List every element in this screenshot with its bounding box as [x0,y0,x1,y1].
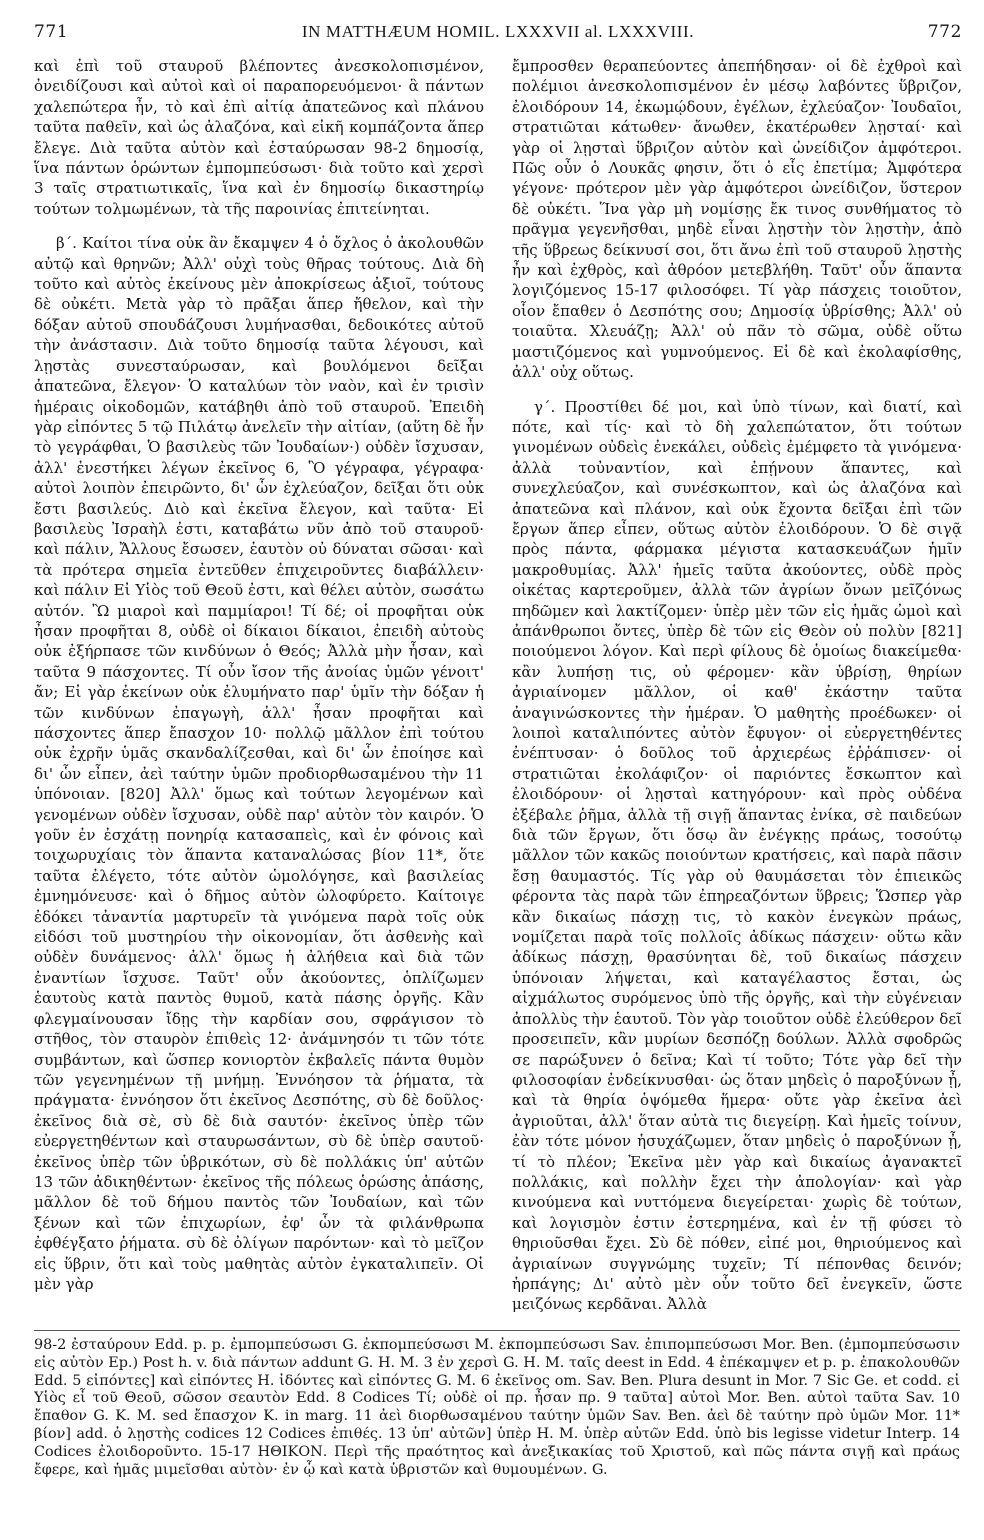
page-number-right: 772 [927,22,962,42]
paragraph: καὶ ἐπὶ τοῦ σταυροῦ βλέποντες ἀνεσκολοπισμένον, ὀνειδίζουσι καὶ αὐτοὶ καὶ οἱ παραπορευόμενοι· ἃ πάντων χαλεπώτερα ἦν, τὸ καὶ ἐπὶ αἰτίᾳ ἀπατεῶνος καὶ πλάνου ταῦτα παθεῖν, καὶ ὡς ἀλαζόνα, καὶ εἰκῆ κομπάζοντα ἅπερ ἔλεγε. Διὰ ταῦτα αὐτὸν καὶ ἐσταύρωσαν 98-2 δημοσίᾳ, ἵνα πάντων ὁρώντων ἐμπομπεύσωσι· διὰ τοῦτο καὶ χερσὶ 3 ταῖς στρατιωτικαῖς, ἵνα καὶ ἐν δημοσίῳ δικαστηρίῳ τούτων τολμωμένων, τὰ τῆς παροινίας ἐπιτείνηται. [34,57,484,218]
paragraph: β΄. Καίτοι τίνα οὐκ ἂν ἔκαμψεν 4 ὁ ὄχλος ὁ ἀκολουθῶν αὐτῷ καὶ θρηνῶν; Ἀλλ' οὐχὶ τοὺς θῆρας τούτους. Διὰ δὴ τοῦτο καὶ αὐτὸς ἐκείνους μὲν ἀποκρίσεως ἀξιοῖ, τούτους δὲ οὐκέτι. Μετὰ γὰρ τὸ πρᾶξαι ἅπερ ἤθελον, καὶ τὴν δόξαν αὐτοῦ σπουδάζουσι λυμήνασθαι, δεδοικότες αὐτοῦ τὴν ἀνάστασιν. Διὰ τοῦτο δημοσίᾳ ταῦτα λέγουσι, καὶ λῃστὰς συνεσταύρωσαν, καὶ βουλόμενοι δεῖξαι ἀπατεῶνα, ἔλεγον· Ὁ καταλύων τὸν ναὸν, καὶ ἐν τρισὶν ἡμέραις οἰκοδομῶν, κατάβηθι ἀπὸ τοῦ σταυροῦ. Ἐπειδὴ γὰρ εἰπόντες 5 τῷ Πιλάτῳ ἀνελεῖν τὴν αἰτίαν, (αὕτη δὲ ἦν τὸ γεγράφθαι, Ὁ βασιλεὺς τῶν Ἰουδαίων·) οὐδὲν ἴσχυσαν, ἀλλ' ἐνεστήκει λέγων ἐκεῖνος 6, Ὃ γέγραφα, γέγραφα· αὐτοὶ λοιπὸν ἐπειρῶντο, δι' ὧν ἐχλεύαζον, δεῖξαι ὅτι οὐκ ἔστι βασιλεύς. Διὸ καὶ ἐκεῖνα ἔλεγον, καὶ ταῦτα· Εἰ βασιλεὺς Ἰσραὴλ ἐστι, καταβάτω νῦν ἀπὸ τοῦ σταυροῦ· καὶ πάλιν, Ἄλλους ἔσωσεν, ἑαυτὸν οὐ δύναται σῶσαι· καὶ τὰ πρότερα σημεῖα ἐντεῦθεν ἐπιχειροῦντες διαβάλλειν· καὶ πάλιν Εἰ Υἱὸς τοῦ Θεοῦ ἐστι, καὶ θέλει αὐτὸν, σωσάτω αὐτόν. Ὢ μιαροὶ καὶ παμμίαροι! Τί δέ; οἱ προφῆται οὐκ ἦσαν προφῆται 8, οὐδὲ οἱ δίκαιοι δίκαιοι, ἐπειδὴ αὐτοὺς οὐκ ἐξήρπασε τῶν κινδύνων ὁ Θεός; Ἀλλὰ μὴν ἦσαν, καὶ ταῦτα 9 πάσχοντες. Τί οὖν ἴσον τῆς ἀνοίας ὑμῶν γένοιτ' ἄν; Εἰ γὰρ ἐκείνων οὐκ ἐλυμήνατο παρ' ὑμῖν τὴν δόξαν ἡ τῶν κινδύνων ἐπαγωγὴ, ἀλλ' ἦσαν προφῆται καὶ πάσχοντες ἅπερ ἔπασχον 10· πολλῷ μᾶλλον ἐπὶ τούτου οὐκ ἐχρῆν ὑμᾶς σκανδαλίζεσθαι, καὶ δι' ὧν ἐποίησε καὶ δι' ὧν εἶπεν, ἀεὶ ταύτην ὑμῶν προδιορθωσαμένου τὴν 11 ὑπόνοιαν. [820] Ἀλλ' ὅμως καὶ τούτων λεγομένων καὶ γενομένων οὐδὲν ἴσχυσαν, οὐδὲ παρ' αὐτὸν τὸν καιρόν. Ὁ γοῦν ἐν ἐσχάτῃ πονηρίᾳ κατασαπεὶς, καὶ ἐν φόνοις καὶ τοιχωρυχίαις τὸν ἅπαντα καταναλώσας βίον 11*, ὅτε ταῦτα ἐλέγετο, τότε αὐτὸν ὡμολόγησε, καὶ βασιλείας ἐμνημόνευσε· καὶ ὁ δῆμος αὐτὸν ὠλοφύρετο. Καίτοιγε ἐδόκει τἀναντία μαρτυρεῖν τὰ γινόμενα παρὰ τοῖς οὐκ εἰδόσι τοῦ μυστηρίου τὴν οἰκονομίαν, ὅτι ἀσθενὴς καὶ οὐδὲν δυνάμενος· ἀλλ' ὅμως ἡ ἀλήθεια καὶ διὰ τῶν ἐναντίων ἴσχυσε. Ταῦτ' οὖν ἀκούοντες, ὁπλίζωμεν ἑαυτοὺς κατὰ παντὸς θυμοῦ, κατὰ πάσης ὀργῆς. Κἂν φλεγμαίνουσαν ἴδῃς τὴν καρδίαν σου, σφράγισον τὸ στῆθος, τὸν σταυρὸν ἐπιθεὶς 12· ἀνάμνησόν τι τῶν τότε συμβάντων, καὶ ὥσπερ κονιορτὸν ἐκβαλεῖς πάντα θυμὸν τῶν γεγενημένων τῇ μνήμῃ. Ἐννόησον τὰ ῥήματα, τὰ πράγματα· ἐννόησον ὅτι ἐκεῖνος Δεσπότης, σὺ δὲ δοῦλος· ἐκεῖνος διὰ σὲ, σὺ δὲ διὰ σαυτόν· ἐκεῖνος ὑπὲρ τῶν εὐεργετηθέντων καὶ σταυρωσάντων, σὺ δὲ ὑπὲρ σαυτοῦ· ἐκεῖνος ὑπὲρ τῶν ὑβρικότων, σὺ δὲ πολλάκις ὑπ' αὐτῶν 13 τῶν ἀδικηθέντων· ἐκεῖνος τῆς πόλεως ὁρώσης ἁπάσης, μᾶλλον δὲ τοῦ δήμου παντὸς τῶν Ἰουδαίων, καὶ τῶν ξένων καὶ τῶν ἐπιχωρίων, ἐφ' ὧν τὰ φιλάνθρωπα ἐφθέγξατο ῥήματα. σὺ δὲ ὀλίγων παρόντων· καὶ τὸ μεῖζον εἰς ὕβριν, ὅτι καὶ τοὺς μαθητὰς αὐτὸν ἐγκαταλιπεῖν. Οἱ μὲν γὰρ [34,234,484,1293]
right-column [512,56,962,1324]
left-column [34,56,484,1324]
running-title: IN MATTHÆUM HOMIL. LXXXVII al. LXXXVIII. [301,22,695,41]
footnote-separator [34,1330,960,1331]
text-columns [34,56,962,1324]
page-number-left: 771 [34,22,69,42]
running-header [34,22,962,56]
footnotes: 98-2 ἐσταύρουν Edd. p. p. ἐμπομπεύσωσι G. ἐκπομπεύσωσι M. ἐκπομπεύσωσι Sav. ἐπιπομπεύσωσι Mor. Ben. (ἐμπομπεύσωσιν εἰς αὐτὸν Ep.) Post h. v. διὰ πάντων addunt G. H. M. 3 ἐν χερσὶ G. H. M. ταῖς deest in Edd. 4 ἐπέκαμψεν et p. p. ἐπακολουθῶν Edd. 5 εἰπόντες] καὶ εἰπόντες H. ἰδόντες καὶ εἰπόντες G. M. 6 ἐκεῖνος om. Sav. Ben. Plura desunt in Mor. 7 Sic Ge. et codd. εἰ Υἱὸς εἶ τοῦ Θεοῦ, σῶσον σεαυτὸν Edd. 8 Codices Τί; οὐδὲ οἱ πρ. ἦσαν πρ. 9 ταῦτα] αὐτοὶ Mor. Ben. αὐτοὶ ταῦτα Sav. 10 ἔπαθον G. K. M. sed ἔπασχον K. in marg. 11 ἀεὶ διορθωσαμένου ταύτην ὑμῶν Sav. Ben. ἀεὶ δὲ ταύτην πρὸ ὑμῶν Mor. 11* βίον] add. ὁ λῃστὴς codices 12 Codices ἐπιθές. 13 ὑπ' αὐτῶν] ὑπὲρ H. M. ὑπὲρ αὐτῶν Edd. ὑπὸ bis legisse videtur Interp. 14 Codices ἐλοιδοροῦντο. 15-17 ΗΘΙΚΟΝ. Περὶ τῆς πραότητος καὶ ἀνεξικακίας τοῦ Χριστοῦ, καὶ πῶς πάντα σιγῇ καὶ πράως ἔφερε, καὶ ἡμᾶς μιμεῖσθαι αὐτὸν· ἐν ᾧ καὶ κατὰ ὑβριστῶν καὶ θυμουμένων. G. [34,1337,960,1478]
paragraph: ἔμπροσθεν θεραπεύοντες ἀπεπήδησαν· οἱ δὲ ἐχθροὶ καὶ πολέμιοι ἀνεσκολοπισμένον ἐν μέσῳ λαβόντες ὕβριζον, ἐλοιδόρουν 14, ἐκωμῴδουν, ἐγέλων, ἐχλεύαζον· Ἰουδαῖοι, στρατιῶται κάτωθεν· ἄνωθεν, ἑκατέρωθεν λῃσταί· καὶ γὰρ οἱ λῃσταὶ ὕβριζον αὐτὸν καὶ ὠνείδιζον ἀμφότεροι. Πῶς οὖν ὁ Λουκᾶς φησιν, ὅτι ὁ εἷς ἐπετίμα; Ἀμφότερα γέγονε· πρότερον μὲν γὰρ ἀμφότεροι ὠνείδιζον, ὕστερον δὲ οὐκέτι. Ἵνα γὰρ μὴ νομίσῃς ἔκ τινος συνθήματος τὸ πρᾶγμα γεγενῆσθαι, μηδὲ εἶναι λῃστὴν τὸν λῃστὴν, ἀπὸ τῆς ὕβρεως δείκνυσί σοι, ὅτι ἄνω ἐπὶ τοῦ σταυροῦ λῃστὴς ἦν καὶ ἐχθρὸς, καὶ ἀθρόον μετεβλήθη. Ταῦτ' οὖν ἅπαντα λογιζόμενος 15-17 φιλοσόφει. Τί γὰρ πάσχεις τοιοῦτον, οἷον ἔπαθεν ὁ Δεσπότης σου; Δημοσίᾳ ὑβρίσθης; Ἀλλ' οὐ τοιαῦτα. Χλευάζῃ; Ἀλλ' οὐ πᾶν τὸ σῶμα, οὐδὲ οὕτω μαστιζόμενος καὶ γυμνούμενος. Εἰ δὲ καὶ ἐκολαφίσθης, ἀλλ' οὐχ οὕτως. [512,57,962,382]
paragraph: γ΄. Προστίθει δέ μοι, καὶ ὑπὸ τίνων, καὶ διατί, καὶ πότε, καὶ τίς· καὶ τὸ δὴ χαλεπώτατον, ὅτι τούτων γινομένων οὐδεὶς ἐνεκάλει, οὐδεὶς ἐμέμφετο τὰ γινόμενα· ἀλλὰ τοὐναντίον, καὶ ἐπῄνουν ἅπαντες, καὶ συνεχλεύαζον, καὶ συνέσκωπτον, καὶ ὡς ἀλαζόνα καὶ ἀπατεῶνα καὶ πλάνον, καὶ οὐκ ἔχοντα δεῖξαι ἐπὶ τῶν ἔργων ἅπερ εἶπεν, οὕτως αὐτὸν ἐλοιδόρουν. Ὁ δὲ σιγᾷ πρὸς πάντα, φάρμακα μέγιστα κατασκευάζων ἡμῖν μακροθυμίας. Ἀλλ' ἡμεῖς ταῦτα ἀκούοντες, οὐδὲ πρὸς οἰκέτας καρτεροῦμεν, ἀλλὰ τῶν ἀγρίων ὄνων μεῖζόνως πηδῶμεν καὶ λακτίζομεν· ὑπὲρ μὲν τῶν εἰς ἡμᾶς ὠμοὶ καὶ ἀπάνθρωποι ὄντες, ὑπὲρ δὲ τῶν εἰς Θεὸν οὐ πολὺν [821] ποιούμενοι λόγον. Καὶ περὶ φίλους δὲ ὁμοίως διακείμεθα· κἂν λυπήσῃ τις, οὐ φέρομεν· κἂν ὑβρίσῃ, θηρίων ἀγριαίνομεν μᾶλλον, οἱ καθ' ἑκάστην ταῦτα ἀναγινώσκοντες τὴν ἡμέραν. Ὁ μαθητὴς προέδωκεν· οἱ λοιποὶ καταλιπόντες αὐτὸν ἔφυγον· οἱ εὐεργετηθέντες ἐνέπτυσαν· ὁ δοῦλος τοῦ ἀρχιερέως ἐῤῥάπισεν· οἱ στρατιῶται ἐκολάφιζον· οἱ παριόντες ἔσκωπτον καὶ ἐλοιδόρουν· οἱ λῃσταὶ κατηγόρουν· καὶ πρὸς οὐδένα ἐξέβαλε ῥῆμα, ἀλλὰ τῇ σιγῇ ἅπαντας ἐνίκα, σὲ παιδεύων διὰ τῶν ἔργων, ὅτι ὅσῳ ἂν ἐνέγκῃς πράως, τοσούτῳ μᾶλλον τῶν κακῶς ποιούντων κρατήσεις, καὶ παρὰ πᾶσιν ἔσῃ θαυμαστός. Τίς γὰρ οὐ θαυμάσεται τὸν ἐπιεικῶς φέροντα τὰς παρὰ τῶν ἐπηρεαζόντων ὕβρεις; Ὥσπερ γὰρ κἂν δικαίως πάσχῃ τις, τὸ κακὸν ἐνεγκὼν πράως, νομίζεται παρὰ τοῖς πολλοῖς ἀδίκως πάσχειν· οὕτω κἂν ἀδίκως πάσχῃ, θρασύνηται δὲ, τοῦ δικαίως πάσχειν ὑπόνοιαν λήψεται, καὶ καταγέλαστος ἔσται, ὡς αἰχμάλωτος συρόμενος ὑπὸ τῆς ὀργῆς, καὶ τὴν εὐγένειαν ἀπολλὺς τὴν ἑαυτοῦ. Τὸν γὰρ τοιοῦτον οὐδὲ ἐλεύθερον δεῖ προσειπεῖν, κἂν μυρίων δεσπόζῃ δούλων. Ἀλλὰ σφοδρῶς σε παρώξυνεν ὁ δεῖνα; Καὶ τί τοῦτο; Τότε γὰρ δεῖ τὴν φιλοσοφίαν ἐνδείκνυσθαι· ὡς ὅταν μηδεὶς ὁ παροξύνων ᾖ, καὶ τὰ θηρία ὁψόμεθα ἥμερα· οὔτε γὰρ ἐκεῖνα ἀεὶ ἀγριοῦται, ἀλλ' ὅταν αὐτὰ τις διεγείρῃ. Καὶ ἡμεῖς τοίνυν, ἐὰν τότε μόνον ἡσυχάζωμεν, ὅταν μηδεὶς ὁ παροξύνων ᾖ, τί τὸ πλέον; Ἐκεῖνα μὲν γὰρ καὶ δικαίως ἀγανακτεῖ πολλάκις, καὶ πολλὴν ἔχει τὴν ἀπολογίαν· καὶ γὰρ κινούμενα καὶ νυττόμενα διεγείρεται· χωρὶς δὲ τούτων, καὶ λογισμὸν ἐστιν ἐστερημένα, καὶ ἐν τῇ φύσει τὸ θηριοῦσθαι ἔχει. Σὺ δὲ πόθεν, εἰπέ μοι, θηριούμενος καὶ ἀγριαίνων συγγνώμης τυχεῖν; Τί πέπονθας δεινόν; ἡρπάγης; Δι' αὐτὸ μὲν οὖν τοῦτο δεῖ ἐνεγκεῖν, ὥστε μειζόνως κερδᾶναι. Ἀλλὰ [512,397,962,1314]
